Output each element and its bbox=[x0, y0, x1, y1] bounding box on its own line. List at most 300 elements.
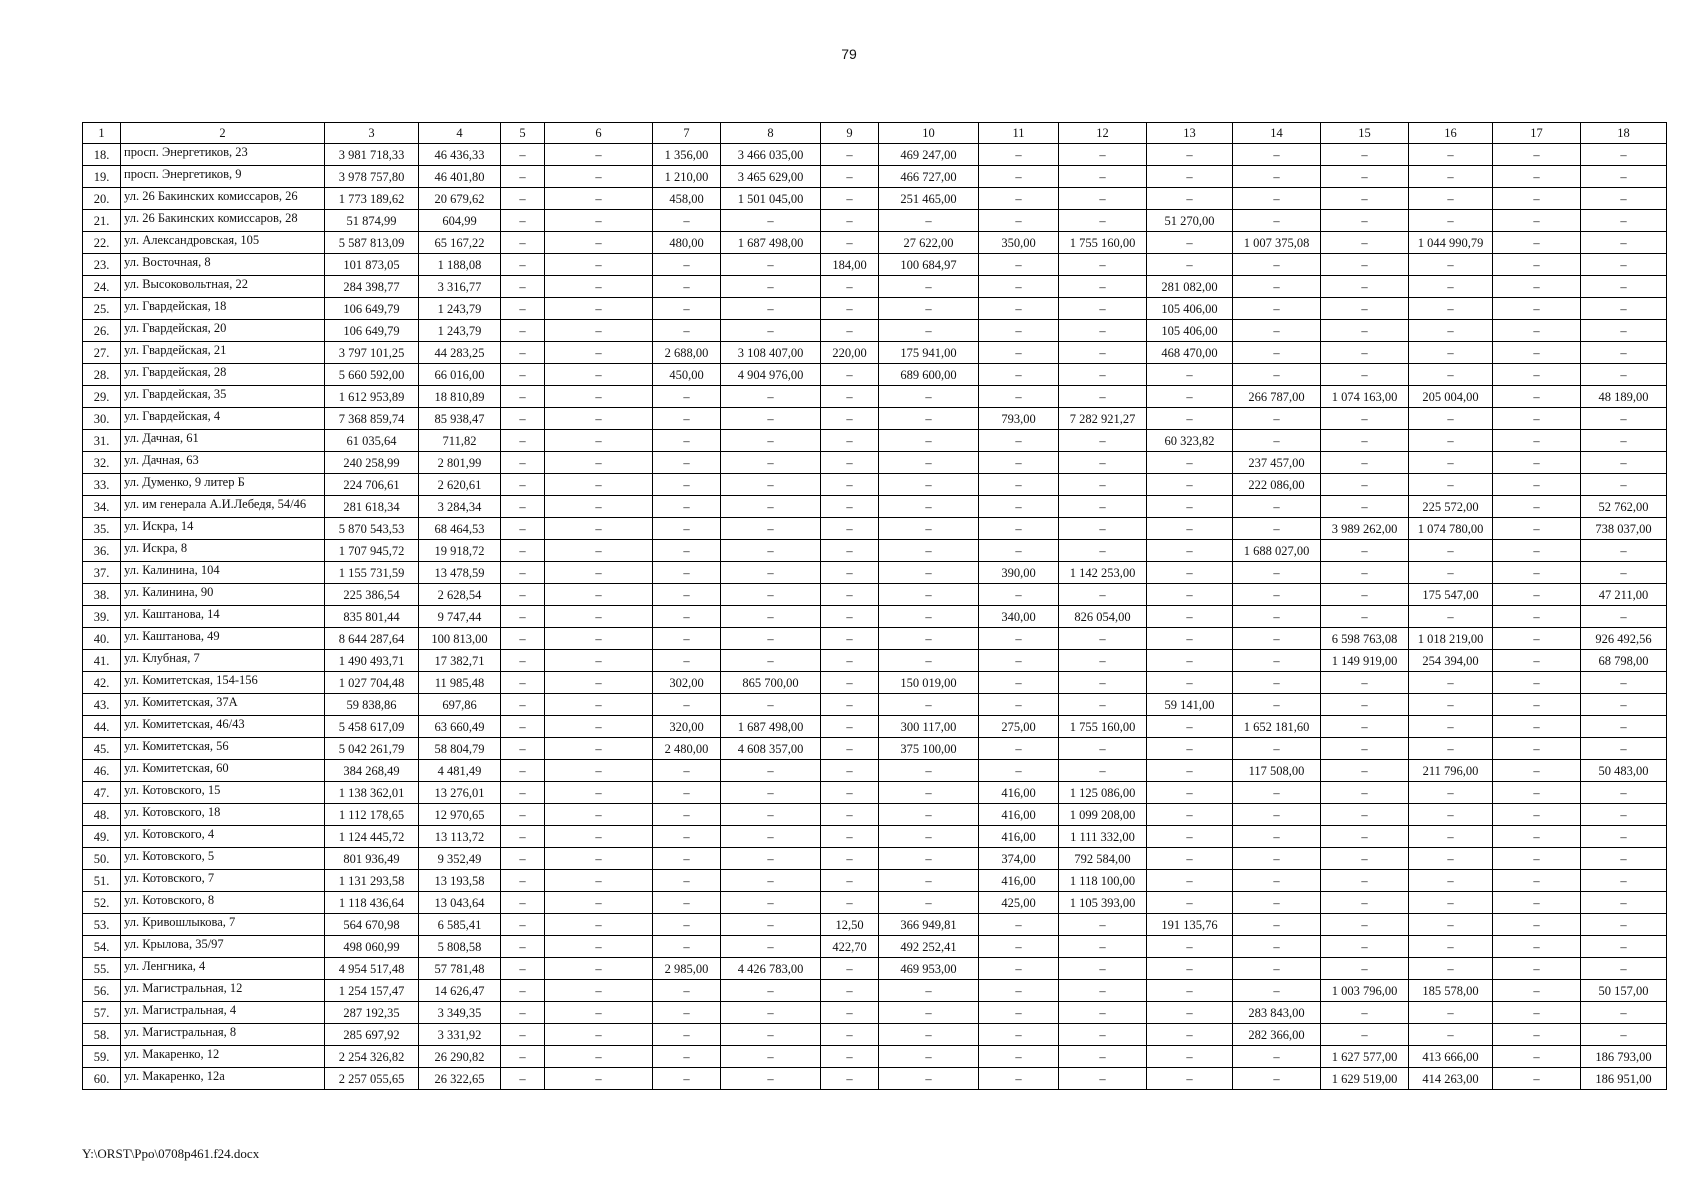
value-cell: – bbox=[1409, 694, 1493, 716]
value-cell: – bbox=[1493, 936, 1581, 958]
value-cell: – bbox=[1147, 254, 1233, 276]
row-number-cell: 27. bbox=[83, 342, 121, 364]
address-cell: ул. Думенко, 9 литер Б bbox=[121, 474, 325, 496]
address-cell: ул. Калинина, 90 bbox=[121, 584, 325, 606]
value-cell: 468 470,00 bbox=[1147, 342, 1233, 364]
value-cell: – bbox=[501, 298, 545, 320]
row-number-cell: 26. bbox=[83, 320, 121, 342]
value-cell: – bbox=[1493, 848, 1581, 870]
value-cell: – bbox=[1581, 716, 1667, 738]
value-cell: 320,00 bbox=[653, 716, 721, 738]
value-cell: 2 628,54 bbox=[419, 584, 501, 606]
value-cell: – bbox=[879, 628, 979, 650]
value-cell: 1 142 253,00 bbox=[1059, 562, 1147, 584]
value-cell: 8 644 287,64 bbox=[325, 628, 419, 650]
value-cell: – bbox=[1233, 826, 1321, 848]
value-cell: – bbox=[501, 320, 545, 342]
value-cell: 5 458 617,09 bbox=[325, 716, 419, 738]
value-cell: – bbox=[501, 760, 545, 782]
value-cell: – bbox=[721, 1046, 821, 1068]
value-cell: – bbox=[1493, 518, 1581, 540]
value-cell: 48 189,00 bbox=[1581, 386, 1667, 408]
value-cell: – bbox=[545, 584, 653, 606]
value-cell: 1 007 375,08 bbox=[1233, 232, 1321, 254]
value-cell: – bbox=[545, 188, 653, 210]
table-row bbox=[83, 276, 1667, 298]
value-cell: 7 368 859,74 bbox=[325, 408, 419, 430]
value-cell: 1 652 181,60 bbox=[1233, 716, 1321, 738]
value-cell: – bbox=[1493, 166, 1581, 188]
value-cell: 3 989 262,00 bbox=[1321, 518, 1409, 540]
value-cell: – bbox=[1493, 210, 1581, 232]
value-cell: – bbox=[1059, 958, 1147, 980]
value-cell: – bbox=[1233, 518, 1321, 540]
value-cell: 19 918,72 bbox=[419, 540, 501, 562]
value-cell: – bbox=[653, 1002, 721, 1024]
row-number-cell: 54. bbox=[83, 936, 121, 958]
value-cell: – bbox=[1233, 870, 1321, 892]
address-cell: ул. Гвардейская, 21 bbox=[121, 342, 325, 364]
value-cell: 105 406,00 bbox=[1147, 320, 1233, 342]
value-cell: – bbox=[1059, 210, 1147, 232]
value-cell: – bbox=[721, 452, 821, 474]
value-cell: – bbox=[1147, 848, 1233, 870]
value-cell: – bbox=[721, 936, 821, 958]
value-cell: – bbox=[1493, 650, 1581, 672]
value-cell: 275,00 bbox=[979, 716, 1059, 738]
value-cell: – bbox=[1233, 936, 1321, 958]
value-cell: – bbox=[1321, 276, 1409, 298]
column-header: 14 bbox=[1233, 123, 1321, 144]
value-cell: 237 457,00 bbox=[1233, 452, 1321, 474]
value-cell: 469 953,00 bbox=[879, 958, 979, 980]
value-cell: – bbox=[1409, 1024, 1493, 1046]
row-number-cell: 24. bbox=[83, 276, 121, 298]
table-row bbox=[83, 870, 1667, 892]
row-number-cell: 36. bbox=[83, 540, 121, 562]
value-cell: – bbox=[501, 936, 545, 958]
value-cell: – bbox=[1493, 562, 1581, 584]
row-number-cell: 21. bbox=[83, 210, 121, 232]
table-row bbox=[83, 408, 1667, 430]
column-header: 18 bbox=[1581, 123, 1667, 144]
value-cell: – bbox=[653, 650, 721, 672]
value-cell: – bbox=[1581, 188, 1667, 210]
value-cell: 68 798,00 bbox=[1581, 650, 1667, 672]
value-cell: – bbox=[501, 826, 545, 848]
value-cell: 6 598 763,08 bbox=[1321, 628, 1409, 650]
value-cell: – bbox=[501, 430, 545, 452]
value-cell: – bbox=[721, 210, 821, 232]
value-cell: 4 608 357,00 bbox=[721, 738, 821, 760]
value-cell: 13 276,01 bbox=[419, 782, 501, 804]
table-row bbox=[83, 298, 1667, 320]
value-cell: – bbox=[1059, 1002, 1147, 1024]
value-cell: 3 466 035,00 bbox=[721, 144, 821, 166]
value-cell: 375 100,00 bbox=[879, 738, 979, 760]
value-cell: – bbox=[1321, 782, 1409, 804]
address-cell: ул. Котовского, 18 bbox=[121, 804, 325, 826]
value-cell: – bbox=[1147, 980, 1233, 1002]
value-cell: – bbox=[653, 518, 721, 540]
value-cell: – bbox=[721, 760, 821, 782]
value-cell: – bbox=[979, 914, 1059, 936]
value-cell: – bbox=[1147, 474, 1233, 496]
value-cell: – bbox=[1493, 364, 1581, 386]
value-cell: – bbox=[1409, 870, 1493, 892]
value-cell: 12,50 bbox=[821, 914, 879, 936]
value-cell: 266 787,00 bbox=[1233, 386, 1321, 408]
value-cell: – bbox=[1321, 958, 1409, 980]
value-cell: – bbox=[1233, 738, 1321, 760]
row-number-cell: 18. bbox=[83, 144, 121, 166]
value-cell: 46 436,33 bbox=[419, 144, 501, 166]
value-cell: – bbox=[1233, 342, 1321, 364]
address-cell: ул. Калинина, 104 bbox=[121, 562, 325, 584]
value-cell: 416,00 bbox=[979, 826, 1059, 848]
value-cell: – bbox=[1321, 254, 1409, 276]
value-cell: – bbox=[821, 738, 879, 760]
value-cell: – bbox=[879, 826, 979, 848]
value-cell: – bbox=[545, 892, 653, 914]
value-cell: – bbox=[1233, 848, 1321, 870]
value-cell: – bbox=[1493, 540, 1581, 562]
value-cell: 792 584,00 bbox=[1059, 848, 1147, 870]
value-cell: – bbox=[721, 826, 821, 848]
address-cell: ул. Котовского, 15 bbox=[121, 782, 325, 804]
value-cell: – bbox=[979, 474, 1059, 496]
value-cell: – bbox=[1409, 474, 1493, 496]
value-cell: – bbox=[1493, 408, 1581, 430]
value-cell: 85 938,47 bbox=[419, 408, 501, 430]
value-cell: – bbox=[545, 166, 653, 188]
value-cell: 3 797 101,25 bbox=[325, 342, 419, 364]
value-cell: – bbox=[879, 804, 979, 826]
value-cell: 1 627 577,00 bbox=[1321, 1046, 1409, 1068]
value-cell: 11 985,48 bbox=[419, 672, 501, 694]
value-cell: – bbox=[721, 496, 821, 518]
value-cell: – bbox=[979, 496, 1059, 518]
table-row bbox=[83, 782, 1667, 804]
value-cell: – bbox=[501, 474, 545, 496]
value-cell: – bbox=[1233, 210, 1321, 232]
value-cell: – bbox=[821, 276, 879, 298]
value-cell: – bbox=[501, 254, 545, 276]
value-cell: – bbox=[1321, 474, 1409, 496]
value-cell: – bbox=[721, 562, 821, 584]
value-cell: 1 490 493,71 bbox=[325, 650, 419, 672]
value-cell: – bbox=[501, 1046, 545, 1068]
value-cell: 1 099 208,00 bbox=[1059, 804, 1147, 826]
value-cell: – bbox=[1233, 430, 1321, 452]
value-cell: 59 141,00 bbox=[1147, 694, 1233, 716]
value-cell: – bbox=[1321, 804, 1409, 826]
value-cell: – bbox=[501, 848, 545, 870]
value-cell: – bbox=[979, 1002, 1059, 1024]
value-cell: – bbox=[545, 254, 653, 276]
value-cell: – bbox=[1147, 738, 1233, 760]
value-cell: – bbox=[1409, 804, 1493, 826]
value-cell: – bbox=[1147, 892, 1233, 914]
value-cell: – bbox=[653, 980, 721, 1002]
value-cell: – bbox=[545, 650, 653, 672]
value-cell: – bbox=[821, 364, 879, 386]
value-cell: 63 660,49 bbox=[419, 716, 501, 738]
value-cell: – bbox=[1493, 870, 1581, 892]
table-row bbox=[83, 804, 1667, 826]
table-row bbox=[83, 452, 1667, 474]
value-cell: – bbox=[1233, 188, 1321, 210]
value-cell: – bbox=[1233, 496, 1321, 518]
value-cell: – bbox=[1233, 892, 1321, 914]
value-cell: – bbox=[1581, 342, 1667, 364]
value-cell: 191 135,76 bbox=[1147, 914, 1233, 936]
value-cell: – bbox=[1147, 496, 1233, 518]
value-cell: – bbox=[545, 848, 653, 870]
value-cell: 826 054,00 bbox=[1059, 606, 1147, 628]
value-cell: 61 035,64 bbox=[325, 430, 419, 452]
value-cell: – bbox=[501, 188, 545, 210]
address-cell: ул. 26 Бакинских комиссаров, 26 bbox=[121, 188, 325, 210]
value-cell: – bbox=[653, 606, 721, 628]
value-cell: – bbox=[1409, 408, 1493, 430]
table-row bbox=[83, 936, 1667, 958]
value-cell: – bbox=[1233, 914, 1321, 936]
value-cell: – bbox=[1233, 980, 1321, 1002]
value-cell: – bbox=[821, 672, 879, 694]
table-row bbox=[83, 738, 1667, 760]
value-cell: – bbox=[1581, 870, 1667, 892]
value-cell: – bbox=[821, 452, 879, 474]
value-cell: 18 810,89 bbox=[419, 386, 501, 408]
table-row bbox=[83, 606, 1667, 628]
value-cell: 46 401,80 bbox=[419, 166, 501, 188]
value-cell: – bbox=[501, 452, 545, 474]
value-cell: – bbox=[879, 892, 979, 914]
table-row bbox=[83, 430, 1667, 452]
value-cell: – bbox=[821, 980, 879, 1002]
value-cell: 12 970,65 bbox=[419, 804, 501, 826]
value-cell: – bbox=[979, 210, 1059, 232]
value-cell: – bbox=[1059, 584, 1147, 606]
value-cell: 604,99 bbox=[419, 210, 501, 232]
value-cell: – bbox=[1059, 1046, 1147, 1068]
address-cell: ул. Котовского, 8 bbox=[121, 892, 325, 914]
value-cell: – bbox=[653, 826, 721, 848]
table-row bbox=[83, 188, 1667, 210]
value-cell: – bbox=[879, 650, 979, 672]
value-cell: – bbox=[1581, 1024, 1667, 1046]
value-cell: – bbox=[721, 1002, 821, 1024]
value-cell: – bbox=[545, 694, 653, 716]
value-cell: 100 684,97 bbox=[879, 254, 979, 276]
value-cell: – bbox=[1409, 672, 1493, 694]
value-cell: 1 210,00 bbox=[653, 166, 721, 188]
value-cell: 7 282 921,27 bbox=[1059, 408, 1147, 430]
column-header: 8 bbox=[721, 123, 821, 144]
value-cell: – bbox=[879, 408, 979, 430]
table-row bbox=[83, 562, 1667, 584]
value-cell: – bbox=[1233, 320, 1321, 342]
address-cell: ул. Гвардейская, 35 bbox=[121, 386, 325, 408]
address-cell: ул. Магистральная, 8 bbox=[121, 1024, 325, 1046]
table-row bbox=[83, 980, 1667, 1002]
value-cell: – bbox=[1493, 144, 1581, 166]
value-cell: – bbox=[1059, 166, 1147, 188]
column-header: 16 bbox=[1409, 123, 1493, 144]
value-cell: – bbox=[1233, 782, 1321, 804]
address-cell: ул. им генерала А.И.Лебедя, 54/46 bbox=[121, 496, 325, 518]
value-cell: – bbox=[545, 980, 653, 1002]
address-cell: ул. Восточная, 8 bbox=[121, 254, 325, 276]
value-cell: 13 193,58 bbox=[419, 870, 501, 892]
value-cell: – bbox=[1321, 342, 1409, 364]
value-cell: – bbox=[1321, 606, 1409, 628]
value-cell: 106 649,79 bbox=[325, 320, 419, 342]
value-cell: – bbox=[879, 320, 979, 342]
value-cell: 425,00 bbox=[979, 892, 1059, 914]
value-cell: – bbox=[1059, 628, 1147, 650]
value-cell: – bbox=[1059, 936, 1147, 958]
value-cell: – bbox=[1409, 936, 1493, 958]
value-cell: 1 243,79 bbox=[419, 298, 501, 320]
value-cell: 20 679,62 bbox=[419, 188, 501, 210]
value-cell: 68 464,53 bbox=[419, 518, 501, 540]
table-row bbox=[83, 166, 1667, 188]
value-cell: – bbox=[653, 694, 721, 716]
value-cell: – bbox=[721, 430, 821, 452]
value-cell: 300 117,00 bbox=[879, 716, 979, 738]
column-header: 7 bbox=[653, 123, 721, 144]
value-cell: 281 082,00 bbox=[1147, 276, 1233, 298]
value-cell: – bbox=[1493, 386, 1581, 408]
value-cell: 1 111 332,00 bbox=[1059, 826, 1147, 848]
column-header: 11 bbox=[979, 123, 1059, 144]
address-cell: просп. Энергетиков, 23 bbox=[121, 144, 325, 166]
value-cell: 2 985,00 bbox=[653, 958, 721, 980]
value-cell: – bbox=[1409, 848, 1493, 870]
value-cell: 4 481,49 bbox=[419, 760, 501, 782]
value-cell: 1 105 393,00 bbox=[1059, 892, 1147, 914]
value-cell: – bbox=[879, 1024, 979, 1046]
value-cell: – bbox=[1059, 364, 1147, 386]
value-cell: – bbox=[545, 408, 653, 430]
value-cell: – bbox=[1493, 474, 1581, 496]
value-cell: – bbox=[979, 188, 1059, 210]
value-cell: – bbox=[721, 892, 821, 914]
value-cell: 26 290,82 bbox=[419, 1046, 501, 1068]
value-cell: 283 843,00 bbox=[1233, 1002, 1321, 1024]
value-cell: – bbox=[821, 782, 879, 804]
column-header: 15 bbox=[1321, 123, 1409, 144]
value-cell: – bbox=[1321, 408, 1409, 430]
row-number-cell: 47. bbox=[83, 782, 121, 804]
value-cell: – bbox=[721, 254, 821, 276]
value-cell: – bbox=[721, 276, 821, 298]
value-cell: – bbox=[821, 958, 879, 980]
value-cell: – bbox=[979, 650, 1059, 672]
address-cell: ул. Макаренко, 12а bbox=[121, 1068, 325, 1090]
table-row bbox=[83, 540, 1667, 562]
value-cell: – bbox=[501, 628, 545, 650]
value-cell: – bbox=[545, 1002, 653, 1024]
value-cell: – bbox=[979, 1024, 1059, 1046]
row-number-cell: 40. bbox=[83, 628, 121, 650]
value-cell: – bbox=[1059, 980, 1147, 1002]
value-cell: – bbox=[821, 540, 879, 562]
value-cell: – bbox=[1321, 496, 1409, 518]
value-cell: – bbox=[1581, 738, 1667, 760]
value-cell: – bbox=[1493, 276, 1581, 298]
value-cell: – bbox=[821, 298, 879, 320]
value-cell: – bbox=[1581, 672, 1667, 694]
value-cell: – bbox=[1581, 562, 1667, 584]
value-cell: – bbox=[1321, 1024, 1409, 1046]
value-cell: – bbox=[821, 518, 879, 540]
value-cell: – bbox=[1233, 276, 1321, 298]
value-cell: – bbox=[821, 562, 879, 584]
value-cell: – bbox=[545, 958, 653, 980]
value-cell: – bbox=[1581, 320, 1667, 342]
value-cell: – bbox=[979, 694, 1059, 716]
value-cell: – bbox=[1493, 496, 1581, 518]
value-cell: – bbox=[1233, 584, 1321, 606]
value-cell: – bbox=[1409, 276, 1493, 298]
value-cell: 1 356,00 bbox=[653, 144, 721, 166]
address-cell: ул. Дачная, 63 bbox=[121, 452, 325, 474]
table-row bbox=[83, 1024, 1667, 1046]
value-cell: – bbox=[1059, 188, 1147, 210]
value-cell: – bbox=[1147, 452, 1233, 474]
value-cell: – bbox=[545, 430, 653, 452]
value-cell: – bbox=[1581, 430, 1667, 452]
value-cell: – bbox=[721, 848, 821, 870]
value-cell: – bbox=[1147, 628, 1233, 650]
value-cell: 5 042 261,79 bbox=[325, 738, 419, 760]
value-cell: 1 612 953,89 bbox=[325, 386, 419, 408]
value-cell: 211 796,00 bbox=[1409, 760, 1493, 782]
value-cell: 51 270,00 bbox=[1147, 210, 1233, 232]
value-cell: – bbox=[1059, 672, 1147, 694]
value-cell: – bbox=[879, 760, 979, 782]
value-cell: 2 480,00 bbox=[653, 738, 721, 760]
value-cell: – bbox=[1409, 298, 1493, 320]
value-cell: 1 155 731,59 bbox=[325, 562, 419, 584]
value-cell: – bbox=[979, 980, 1059, 1002]
column-header: 17 bbox=[1493, 123, 1581, 144]
value-cell: – bbox=[1147, 232, 1233, 254]
value-cell: – bbox=[653, 914, 721, 936]
value-cell: – bbox=[501, 804, 545, 826]
value-cell: 492 252,41 bbox=[879, 936, 979, 958]
row-number-cell: 58. bbox=[83, 1024, 121, 1046]
address-cell: ул. Котовского, 4 bbox=[121, 826, 325, 848]
value-cell: – bbox=[545, 1024, 653, 1046]
value-cell: – bbox=[501, 650, 545, 672]
value-cell: – bbox=[1409, 826, 1493, 848]
value-cell: – bbox=[501, 892, 545, 914]
value-cell: – bbox=[721, 584, 821, 606]
value-cell: – bbox=[721, 628, 821, 650]
value-cell: – bbox=[979, 166, 1059, 188]
value-cell: – bbox=[1059, 386, 1147, 408]
value-cell: – bbox=[1493, 716, 1581, 738]
address-cell: ул. Искра, 14 bbox=[121, 518, 325, 540]
value-cell: – bbox=[653, 386, 721, 408]
value-cell: – bbox=[545, 628, 653, 650]
value-cell: – bbox=[1147, 408, 1233, 430]
value-cell: – bbox=[545, 606, 653, 628]
